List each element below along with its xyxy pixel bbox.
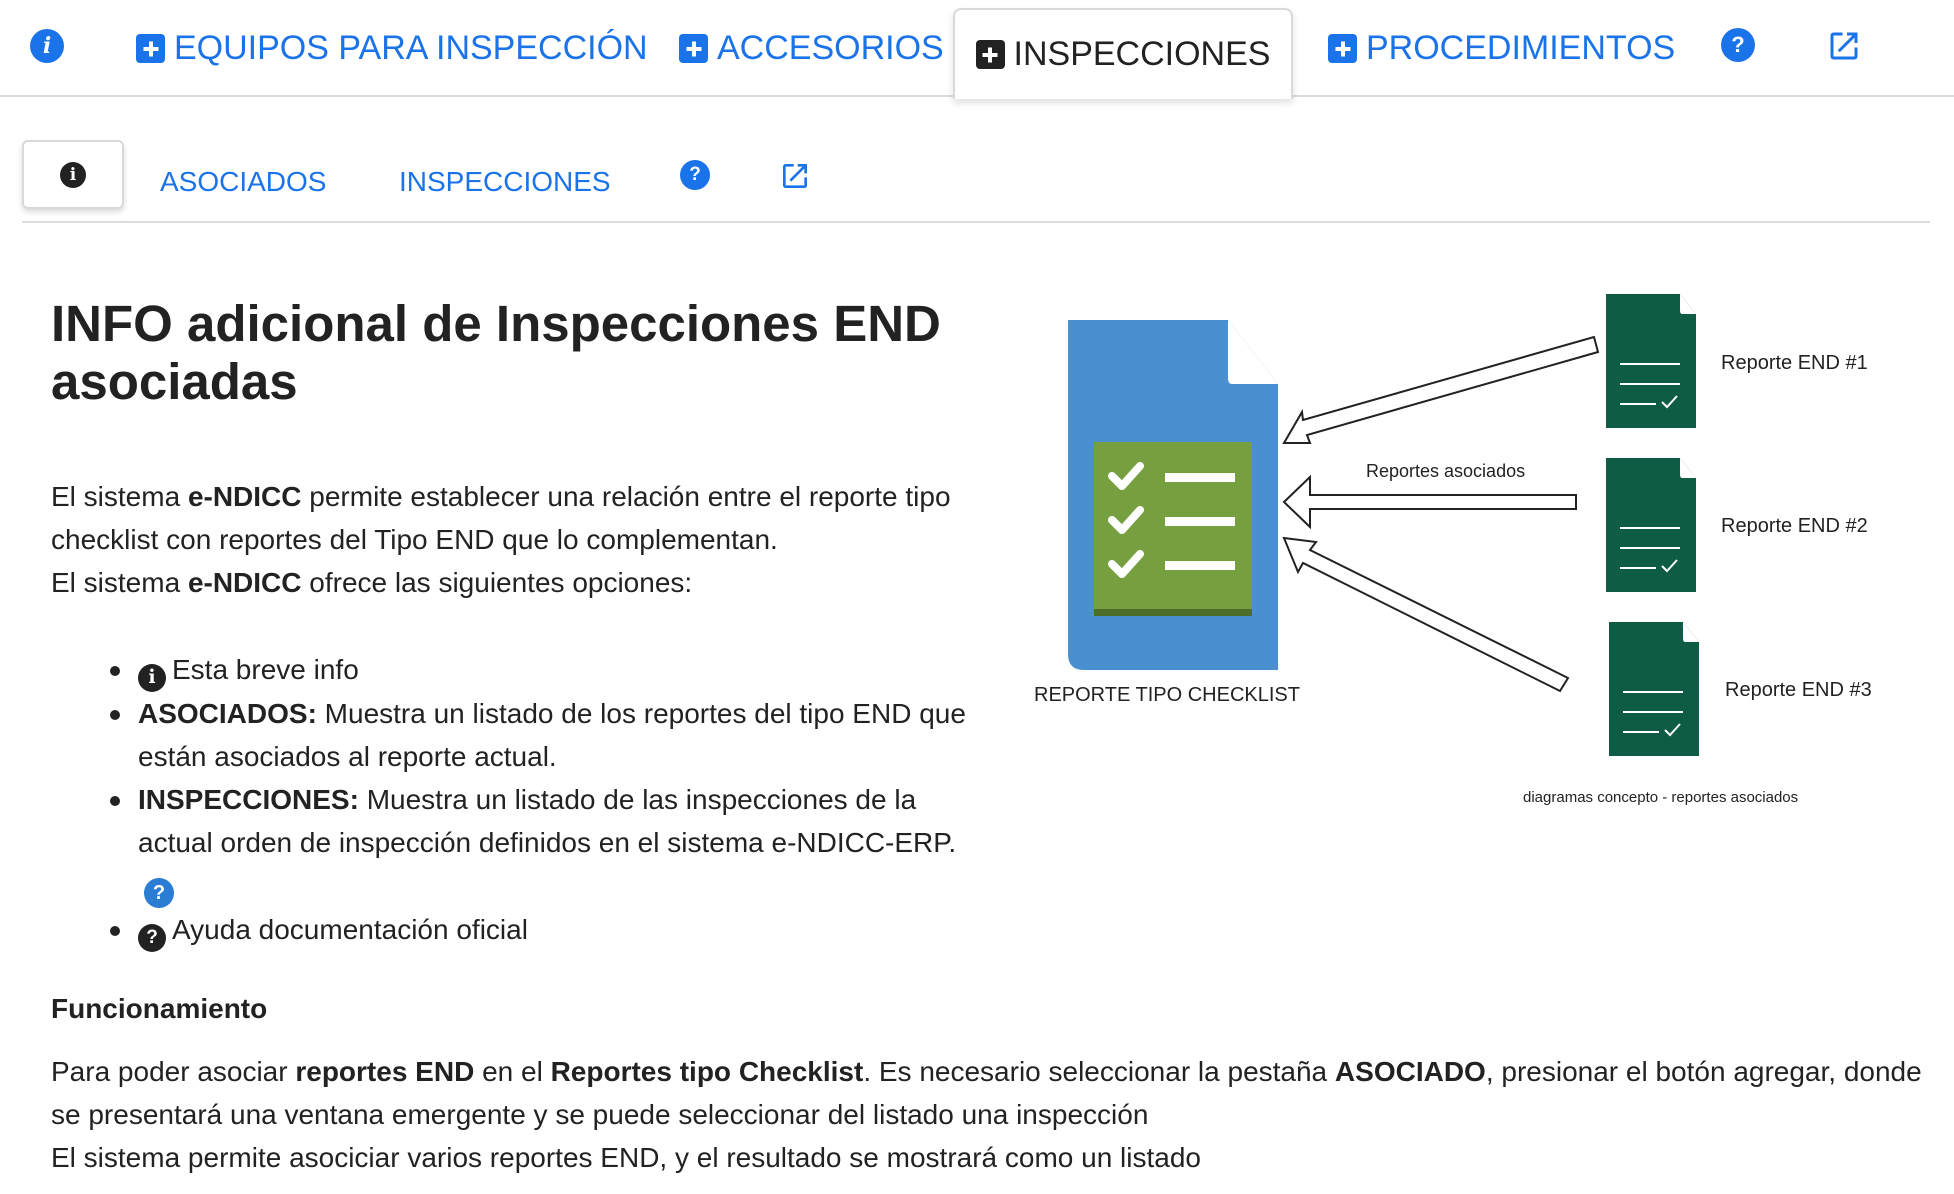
plus-square-icon xyxy=(679,34,708,63)
external-link-icon[interactable] xyxy=(1826,28,1862,64)
help-icon: ? xyxy=(138,924,166,952)
section-heading: Funcionamiento xyxy=(51,993,268,1024)
report-label-2: Reporte END #2 xyxy=(1721,515,1868,537)
intro-paragraph: El sistema e-NDICC permite establecer una relación entre el reporte tipo checklist con reportes del Tipo END que lo complementan. El sistema e-NDICC ofrece las siguientes opciones: xyxy=(51,481,951,598)
arrow-2 xyxy=(1284,477,1576,527)
plus-square-icon xyxy=(1328,34,1357,63)
info-icon: i xyxy=(138,664,166,692)
report-label-1: Reporte END #1 xyxy=(1721,352,1868,374)
tab-label: PROCEDIMIENTOS xyxy=(1366,29,1676,67)
list-item: ASOCIADOS: Muestra un listado de los reportes del tipo END que están asociados al reporte actual. xyxy=(110,692,970,778)
concept-diagram xyxy=(1020,280,1930,820)
external-link-icon[interactable] xyxy=(779,160,811,192)
tab-label: ACCESORIOS xyxy=(717,29,944,67)
tab-label: INSPECCIONES xyxy=(1013,35,1271,73)
info-icon[interactable]: i xyxy=(30,29,64,63)
tab-accesorios[interactable] xyxy=(679,0,944,97)
checklist-label: REPORTE TIPO CHECKLIST xyxy=(1034,684,1300,706)
report-document-icon-1 xyxy=(1606,294,1696,428)
info-icon: i xyxy=(60,162,86,188)
options-list xyxy=(110,648,970,952)
tab-procedimientos[interactable] xyxy=(1328,0,1675,97)
help-icon[interactable]: ? xyxy=(680,160,710,190)
tab-equipos-para-inspeccion[interactable] xyxy=(136,0,648,97)
checklist-document-icon xyxy=(1068,320,1278,670)
diagram-caption: diagramas concepto - reportes asociados xyxy=(1523,789,1799,806)
subtab-asociados[interactable]: ASOCIADOS xyxy=(160,166,327,197)
subtab-info[interactable] xyxy=(22,140,124,209)
subtab-inspecciones[interactable]: INSPECCIONES xyxy=(399,166,611,197)
list-item: i Esta breve info xyxy=(110,648,970,692)
arrow-1 xyxy=(1284,337,1598,443)
functioning-paragraph: Para poder asociar reportes END en el Reportes tipo Checklist. Es necesario seleccionar la pestaña ASOCIADO, presionar el botón agregar, donde se presentará una ventana emergente y se puede seleccionar del listado una inspección El sistema permite asociciar varios reportes END, y el resultado se mostrará como un listado xyxy=(51,1056,1922,1173)
help-icon: ? xyxy=(144,878,174,908)
page-title: INFO adicional de Inspecciones END asociadas xyxy=(51,295,941,410)
sub-tab-bar xyxy=(22,140,1930,223)
top-tab-bar xyxy=(0,0,1954,97)
tab-inspecciones[interactable] xyxy=(953,8,1293,99)
list-item: ? Ayuda documentación oficial xyxy=(110,908,970,952)
tab-label: EQUIPOS PARA INSPECCIÓN xyxy=(174,29,648,67)
list-item: INSPECCIONES: Muestra un listado de las inspecciones de la actual orden de inspección definidos en el sistema e-NDICC-ERP.? xyxy=(110,778,970,909)
help-icon[interactable]: ? xyxy=(1721,28,1755,62)
report-document-icon-2 xyxy=(1606,458,1696,592)
report-label-3: Reporte END #3 xyxy=(1725,679,1872,701)
plus-square-icon xyxy=(976,40,1005,69)
report-document-icon-3 xyxy=(1609,622,1699,756)
plus-square-icon xyxy=(136,34,165,63)
arrow-label: Reportes asociados xyxy=(1366,461,1526,481)
arrow-3 xyxy=(1284,538,1568,691)
